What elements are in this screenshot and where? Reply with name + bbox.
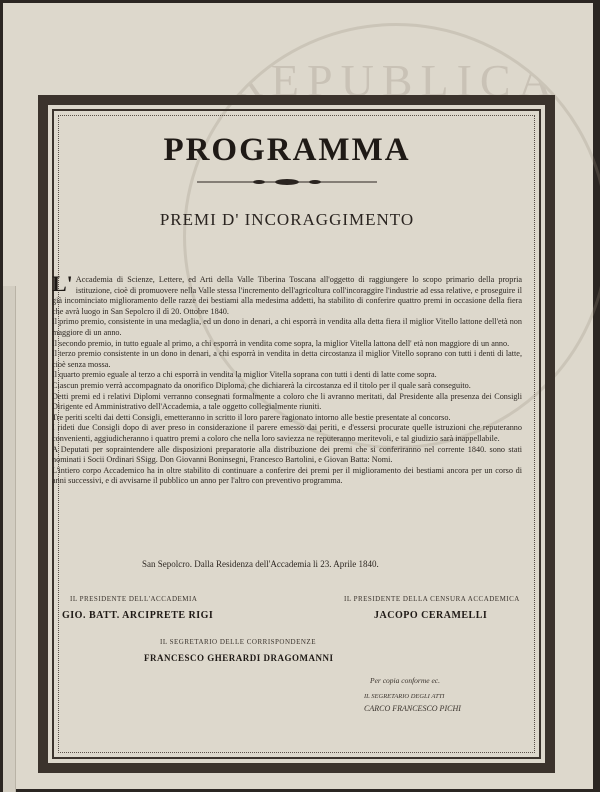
dateline: San Sepolcro. Dalla Residenza dell'Accademia li 23. Aprile 1840. [142,559,379,569]
copy-note-line1: Per copia conforme ec. [370,676,440,685]
paragraph: Il primo premio, consistente in una medaglia, ed un dono in denari, a chi esporrà in vendita alla detta fiera il miglior Vitello lattone dell'età non maggiore di un anno. [52,317,522,337]
paragraph: Il quarto premio eguale al terzo a chi esporrà in vendita la miglior Vitella soprana con tutti i denti di latte come sopra. [52,370,437,380]
paragraph: Il terzo premio consistente in un dono in denari, a chi esporrà in vendita in detta circostanza il miglior Vitello soprano con tutti i denti di latte, cioè senza mossa. [52,349,522,369]
signature-right-title: IL PRESIDENTE DELLA CENSURA ACCADEMICA [344,595,520,603]
document-subtitle: PREMI D' INCORAGGIMENTO [159,210,415,229]
paragraph: Ciascun premio verrà accompagnato da onorifico Diploma, che dichiarerà la circostanza ed il titolo per il quale sarà conseguito. [52,380,471,390]
paragraph: L' Accademia di Scienze, Lettere, ed Arti della Valle Tiberina Toscana all'oggetto di raggiungere lo scopo primario della propria istituzione, cioè di promuovere nella Valle stessa l'incremento dell'agricoltura coll'incoraggire l'industrie ad essa relative, e proseguire il già incominciato miglioramento delle razze dei bestiami alla medesima addetti, ha stabilito di conferire quattro premi in occasione della fiera che avrà luogo in San Sepolcro il dì 20. Ottobre 1840. [52,271,522,316]
copy-note-line3: CARCO FRANCESCO PICHI [364,704,461,713]
paragraph: A Deputati per sopraintendere alle disposizioni preparatorie alla distribuzione dei premi che si conferiranno nel corrente 1840. sono stati nominati i Socii Ordinari SSigg. Don Giovanni Boninsegni, Francesco Bartolini, e Giovan Batta: Nomi. [52,444,522,465]
paragraph: I rideti due Consigli dopo di aver preso in considerazione il parere emesso dai periti, e d'essersi procurate quelle istruzioni che reputeranno convenienti, aggiudicheranno i quattro premi a coloro che nella loro saviezza ne reputeranno meritevoli, e tal giudizio sarà inappellabile. [52,423,522,443]
signature-left-title: IL PRESIDENTE DELL'ACCADEMIA [70,595,198,603]
sheet-fold [3,286,16,792]
copy-note-line2: IL SEGRETARIO DEGLI ATTI [364,693,445,700]
document-body [52,271,522,487]
signature-center-title: IL SEGRETARIO DELLE CORRISPONDENZE [160,638,316,646]
signature-left-name: GIO. BATT. ARCIPRETE RIGI [62,610,214,621]
paragraph: Il secondo premio, in tutto eguale al primo, a chi esporrà in vendita come sopra, la miglior Vitella lattona dell' età non maggiore di un anno. [52,338,510,348]
flourish-divider [197,177,377,187]
paragraph: Tre periti scelti dai detti Consigli, emetteranno in scritto il loro parere ragionato intorno alle bestie presentate al concorso. [52,412,451,422]
signature-center-name: FRANCESCO GHERARDI DRAGOMANNI [144,653,334,663]
paragraph: Detti premi ed i relativi Diplomi verranno consegnati formalmente a coloro che li avranno meritati, dal Presidente alla presenza dei Consigli Dirigente ed Amministrativo dell'Accademia, a tale oggetto collegialmente riuniti. [52,391,522,412]
signature-right-name: JACOPO CERAMELLI [374,610,488,621]
drop-cap: L' [52,271,73,296]
seal-text: REPUBLICA [232,55,560,106]
paragraph: L'intiero corpo Accademico ha in oltre stabilito di continuare a conferire dei premi per il miglioramento dei bestiami ancora per un corso di anni successivi, e di avvisarne il pubblico un anno per l'altro con preventivo programma. [52,465,522,486]
document-title: PROGRAMMA [163,132,411,168]
